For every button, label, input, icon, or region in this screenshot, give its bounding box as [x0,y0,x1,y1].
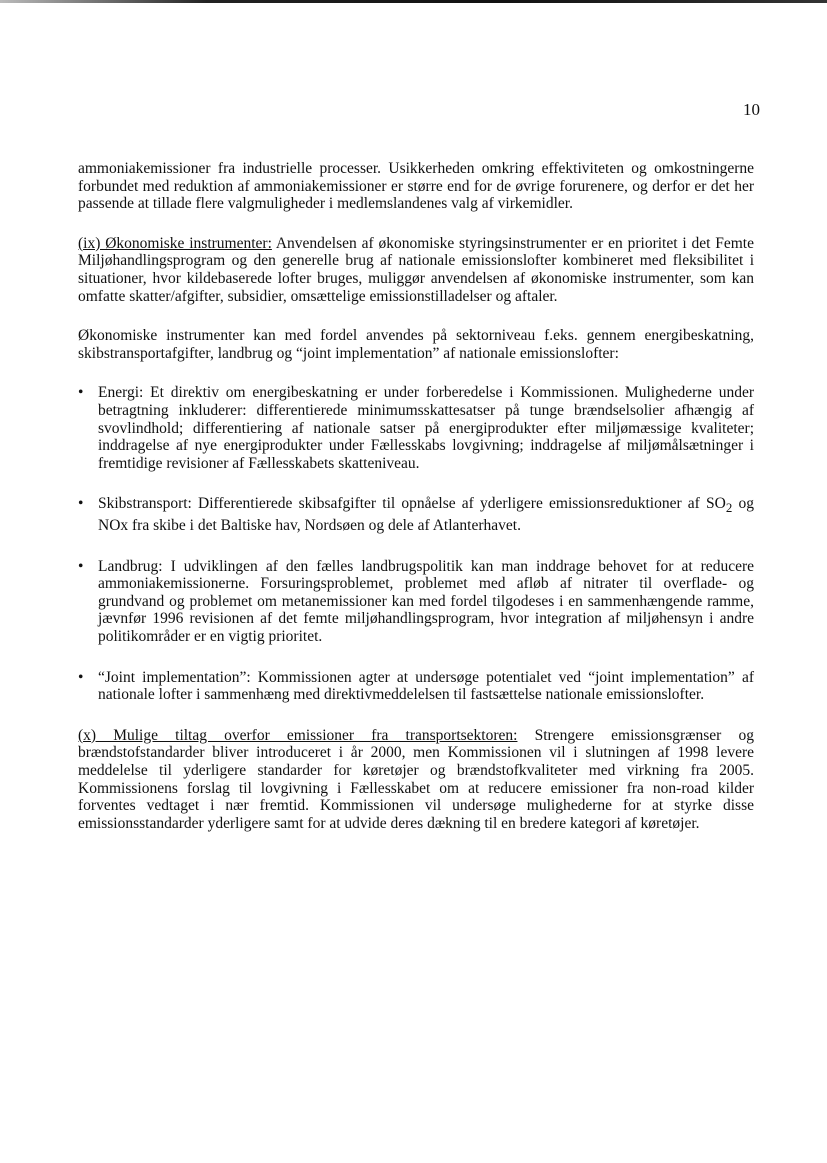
so2-subscript: 2 [725,500,733,516]
list-item-agriculture [78,558,754,646]
list-item-energy [78,384,754,472]
section-x-heading: (x) Mulige tiltag overfor emissioner fra transportsektoren: [78,726,518,744]
document-body [78,160,754,854]
section-ix-heading: (ix) Økonomiske instrumenter: [78,234,272,252]
bullet-shipping-text-before: Skibstransport: Differentierede skibsafgifter til opnåelse af yderligere emissionsreduktioner af SO [98,495,726,513]
bullet-joint-implementation-text: “Joint implementation”: Kommissionen agter at undersøge potentialet ved “joint implementation” af nationale lofter i sammenhæng med direktivmeddelelsen til fastsættelse nationale emissionslofter. [98,668,754,704]
section-ix-text: Anvendelsen af økonomiske styringsinstrumenter er en prioritet i det Femte Miljøhandlingsprogram og den generelle brug af nationale emissionslofter kombineret med fleksibilitet i situationer, hvor kildebaserede lofter bruges, muliggør anvendelsen af økonomiske instrumenter, som kan omfatte skatter/afgifter, subsidier, omsættelige emissionstilladelser og aftaler. [78,234,754,305]
page-number: 10 [743,100,760,119]
measures-list [78,384,754,703]
paragraph-transport [78,727,754,833]
paragraph-intro: ammoniakemissioner fra industrielle processer. Usikkerheden omkring effektiviteten og omkostningerne forbundet med reduktion af ammoniakemissioner er større end for de øvrige forurenere, og derfor er det her passende at tillade flere valgmuligheder i medlemslandenes valg af virkemidler. [78,160,754,213]
bullet-energy-text: Energi: Et direktiv om energibeskatning er under forberedelse i Kommissionen. Mulighederne under betragtning inkluderer: differentierede minimumsskattesatser på tunge brændselsolier afhængig af svovlindhold; differentiering af nationale satser på energiprodukter efter miljømæssige kvaliteter; inddragelse af nye energiprodukter under Fællesskabs lovgivning; inddragelse af miljømålsætninger i fremtidige revisioner af Fællesskabets skatteniveau. [98,384,754,472]
bullet-agriculture-text: Landbrug: I udviklingen af den fælles landbrugspolitik kan man inddrage behovet for at reducere ammoniakemissionerne. Forsuringsproblemet, problemet med afløb af nitrater til overflade- og grundvand og problemet om metanemissioner kan med fordel tilgodeses i en sammenhængende ramme, jævnfør 1996 revisionen af det femte miljøhandlingsprogram, hvor integration af miljøhensyn i andre politikområder er en vigtig prioritet. [98,557,754,645]
list-item-joint-implementation [78,669,754,704]
paragraph-economic-instruments [78,235,754,305]
bullet-shipping-text-after: og NOx fra skibe i det Baltiske hav, Nordsøen og dele af Atlanterhavet. [98,495,754,534]
scan-top-edge [0,0,827,3]
list-item-shipping [78,495,754,534]
paragraph-sector-level: Økonomiske instrumenter kan med fordel anvendes på sektorniveau f.eks. gennem energibeskatning, skibstransportafgifter, landbrug og “joint implementation” af nationale emissionslofter: [78,327,754,362]
section-x-text: Strengere emissionsgrænser og brændstofstandarder bliver introduceret i år 2000, men Kommissionen vil i slutningen af 1998 levere meddelelse til yderligere standarder for køretøjer og brændstofkvaliteter med virkning fra 2005. Kommissionens forslag til lovgivning i Fællesskabet om at reducere emissioner fra non-road kilder forventes vedtaget i nær fremtid. Kommissionen vil undersøge mulighederne for at styrke disse emissionsstandarder yderligere samt for at udvide deres dækning til en bredere kategori af køretøjer. [78,726,754,832]
